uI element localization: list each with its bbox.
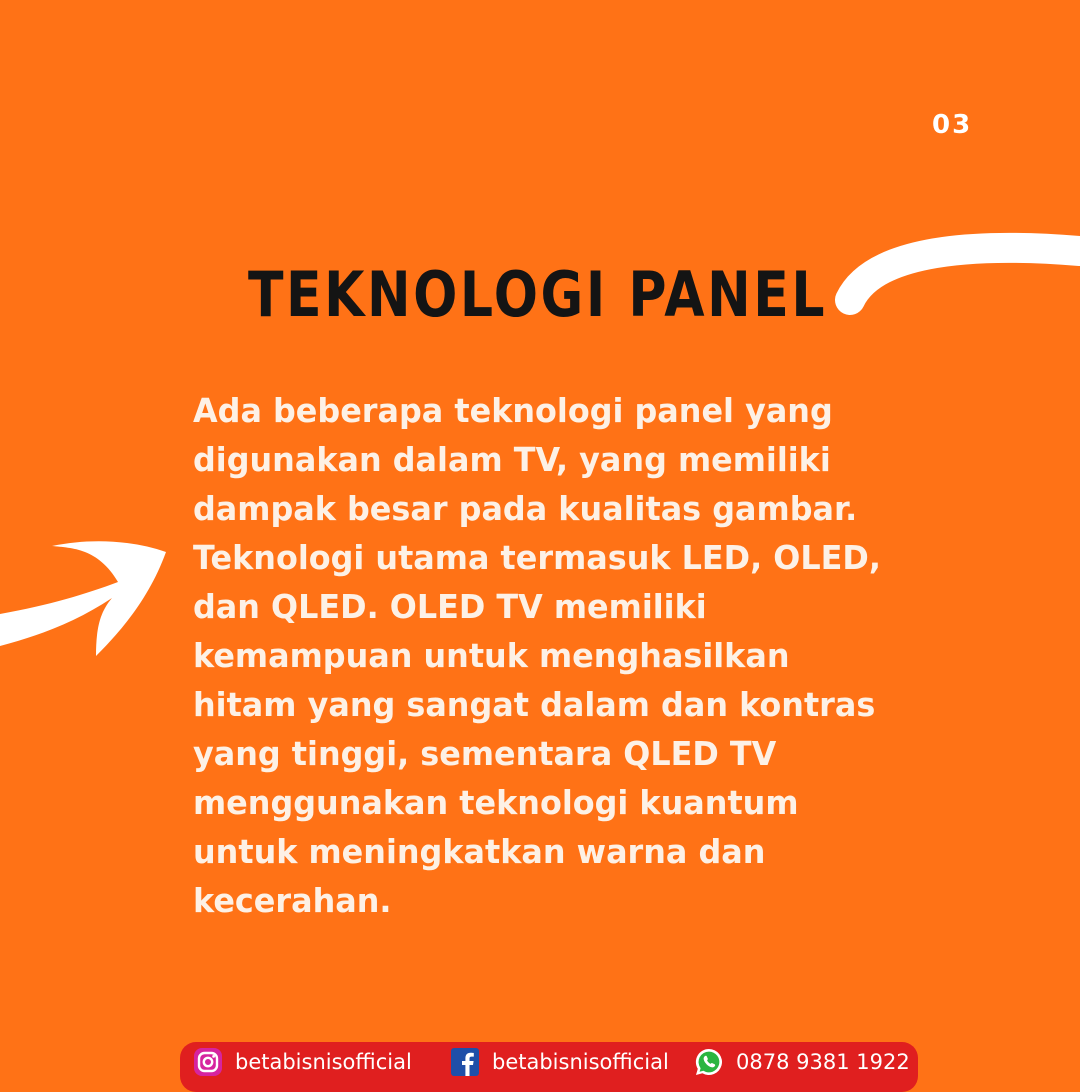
footer-instagram[interactable] xyxy=(193,1046,412,1078)
arrow-icon xyxy=(0,541,166,656)
footer-whatsapp[interactable] xyxy=(694,1046,910,1078)
footer-facebook[interactable] xyxy=(450,1046,669,1078)
page-number: 03 xyxy=(932,110,973,140)
body-line: yang tinggi, sementara QLED TV xyxy=(193,734,777,773)
body-line: menggunakan teknologi kuantum xyxy=(193,783,799,822)
facebook-icon xyxy=(450,1047,480,1077)
body-line: dan QLED. OLED TV memiliki xyxy=(193,587,707,626)
whatsapp-number: 0878 9381 1922 xyxy=(736,1050,910,1074)
body-line: dampak besar pada kualitas gambar. xyxy=(193,489,858,528)
body-line: hitam yang sangat dalam dan kontras xyxy=(193,685,876,724)
body-line: digunakan dalam TV, yang memiliki xyxy=(193,440,831,479)
body-line: Teknologi utama termasuk LED, OLED, xyxy=(193,538,881,577)
instagram-icon xyxy=(193,1047,223,1077)
whatsapp-icon xyxy=(694,1047,724,1077)
swoosh-decoration xyxy=(850,248,1080,300)
facebook-handle: betabisnisofficial xyxy=(492,1050,669,1074)
body-line: kemampuan untuk menghasilkan xyxy=(193,636,790,675)
instagram-handle: betabisnisofficial xyxy=(235,1050,412,1074)
page-title: TEKNOLOGI PANEL xyxy=(248,258,828,331)
body-line: kecerahan. xyxy=(193,881,392,920)
body-line: untuk meningkatkan warna dan xyxy=(193,832,766,871)
body-line: Ada beberapa teknologi panel yang xyxy=(193,391,833,430)
body-paragraph xyxy=(193,386,1013,925)
